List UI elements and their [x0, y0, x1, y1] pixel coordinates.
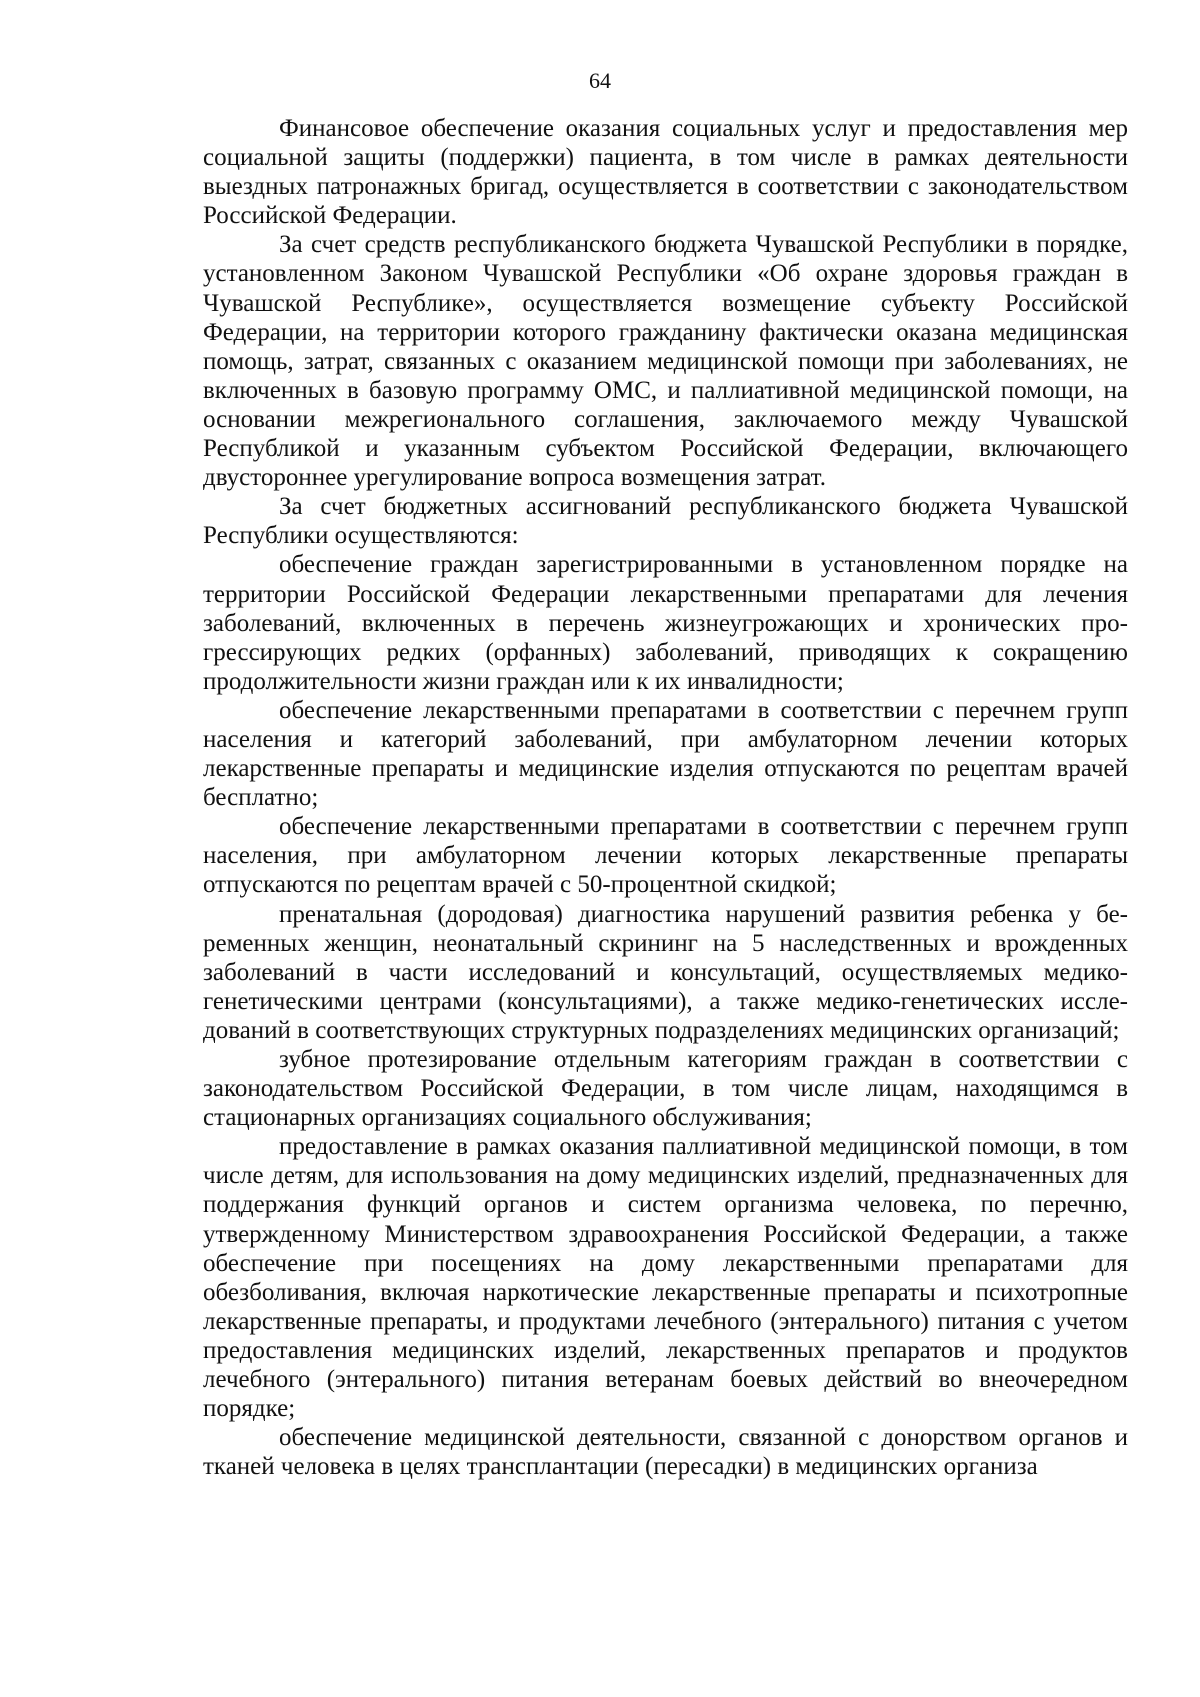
paragraph: обеспечение медицинской деятельности, связанной с донорством органов и тканей человека в целях трансплантации (пересадки) в медицинских организа: [203, 1424, 1128, 1481]
paragraph: За счет бюджетных ассигнований республиканского бюджета Чувашской Республики осуществляются:: [203, 493, 1128, 550]
paragraph: Финансовое обеспечение оказания социальных услуг и предоставления мер социальной защиты (поддержки) пациента, в том числе в рамках деятельности выездных патронажных бригад, осуществляется в соответствии с законодательством Российской Федерации.: [203, 115, 1128, 230]
page-number: 64: [589, 68, 611, 93]
paragraph: обеспечение лекарственными препаратами в соответствии с перечнем групп населения, при амбулаторном лечении которых лекарственные препараты отпускаются по рецептам врачей с 50-процентной скидкой;: [203, 813, 1128, 899]
paragraph: обеспечение лекарственными препаратами в соответствии с перечнем групп населения и категорий заболеваний, при амбулаторном лечении которых лекарственные препараты и медицинские изделия отпускаются по рецептам врачей бесплатно;: [203, 696, 1128, 812]
paragraph: За счет средств республиканского бюджета Чувашской Республики в порядке, установленном Законом Чувашской Республики «Об охране здоровья граждан в Чувашской Республике», осуществляется возмещение субъекту Российской Федерации, на территории которого гражданину фактически оказана медицинская помощь, затрат, связанных с оказанием медицинской помощи при заболеваниях, не включенных в базовую программу ОМС, и паллиативной медицинской помощи, на основании межрегионального соглашения, заключаемого между Чувашской Республикой и указанным субъектом Российской Федерации, включающего двустороннее урегулирование вопроса возмещения затрат.: [203, 231, 1128, 492]
document-body: [203, 114, 1128, 1481]
paragraph: предоставление в рамках оказания паллиативной медицинской помощи, в том числе детям, для использования на дому медицинских изделий, предназначенных для поддержания функций органов и систем организма человека, по перечню, утвержденному Министерством здравоохранения Российской Федерации, а также обеспечение при посещениях на дому лекарственными препаратами для обезболивания, включая наркотические лекарственные препараты и психотропные лекарственные препараты, и продуктами лечебного (энтерального) питания с учетом предоставления медицинских изделий, лекарственных препаратов и продуктов лечебного (энтерального) питания ветеранам боевых действий во внеочередном порядке;: [203, 1133, 1128, 1423]
paragraph: зубное протезирование отдельным категориям граждан в соответствии с законодательством Российской Федерации, в том числе лицам, находящимся в стационарных организациях социального обслуживания;: [203, 1046, 1128, 1132]
paragraph: пренатальная (дородовая) диагностика нарушений развития ребенка у беременных женщин, неонатальный скрининг на 5 наследственных и врожденных заболеваний в части исследований и консультаций, осуществляемых медико-генетическими центрами (консультациями), а также медико-генетических исследований в соответствующих структурных подразделениях медицинских организаций;: [203, 900, 1128, 1044]
paragraph: обеспечение граждан зарегистрированными в установленном порядке на территории Российской Федерации лекарственными препаратами для лечения заболеваний, включенных в перечень жизнеугрожающих и хронических прогрессирующих редких (орфанных) заболеваний, приводящих к сокращению продолжительности жизни граждан или к их инвалидности;: [203, 551, 1128, 695]
